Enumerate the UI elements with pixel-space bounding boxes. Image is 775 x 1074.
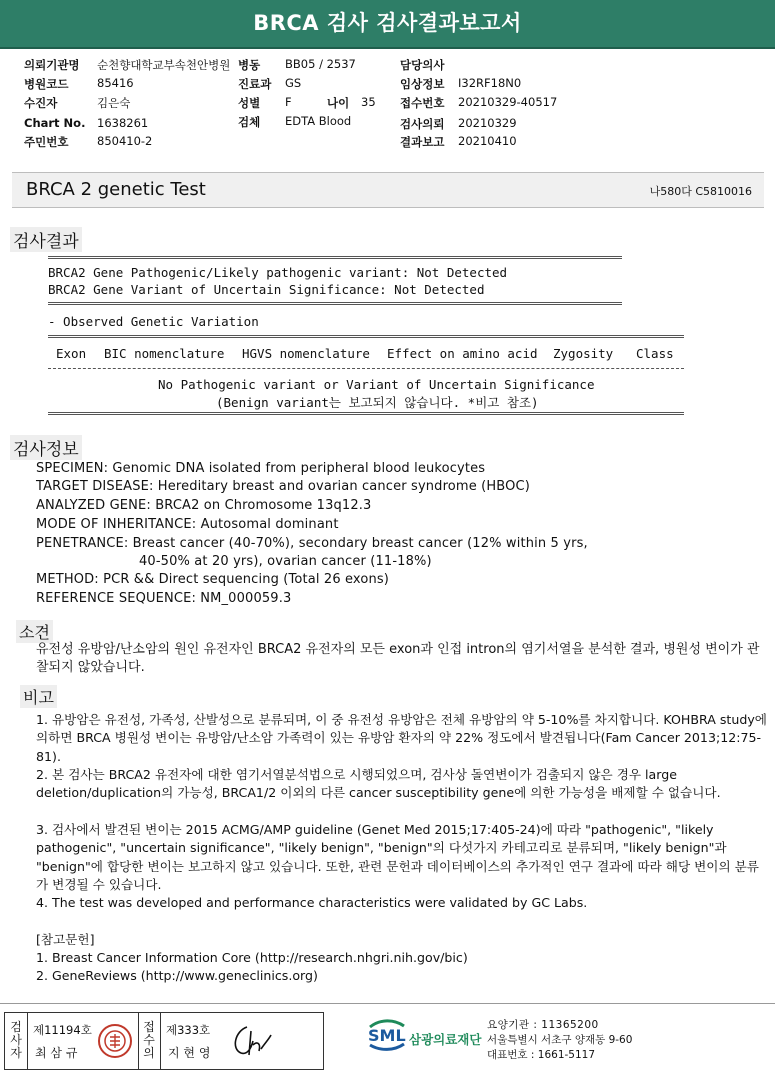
examinee-label: 수진자 (24, 96, 58, 110)
clinical-info-value: I32RF18N0 (458, 76, 522, 90)
resident-no-label: 주민번호 (24, 135, 69, 149)
vus-result: BRCA2 Gene Variant of Uncertain Significance: Not Detected (48, 282, 485, 297)
examiner-label: 검사자 (10, 1020, 22, 1060)
approver-license: 제333호 (166, 1023, 211, 1037)
examiner-name: 최 삼 규 (35, 1046, 78, 1060)
info-method: METHOD: PCR && Direct sequencing (Total 26 exons) (36, 572, 390, 587)
chart-value: 1638261 (97, 116, 149, 130)
hospital-code-label: 병원코드 (24, 77, 69, 91)
report-date-value: 20210410 (458, 134, 517, 148)
institution-value: 순천향대학교부속천안병원 (97, 58, 231, 72)
request-date-label: 검사의뢰 (400, 117, 445, 131)
specimen-value: EDTA Blood (285, 114, 352, 128)
col-zygosity: Zygosity (553, 346, 614, 361)
test-info-heading: 검사정보 (10, 435, 82, 460)
test-code: 나580다 C5810016 (649, 185, 752, 198)
benign-note-line: (Benign variant는 보고되지 않습니다. *비고 참조) (216, 395, 539, 410)
sml-logo-text: SML (368, 1026, 406, 1045)
ref-2: 2. GeneReviews (http://www.geneclinics.org) (36, 968, 318, 983)
refs-heading: [참고문헌] (36, 932, 95, 947)
col-exon: Exon (56, 346, 87, 361)
institution-code: 요양기관 : 11365200 (487, 1019, 599, 1031)
finding-heading: 소견 (16, 620, 53, 643)
finding-text: 유전성 유방암/난소암의 원인 유전자인 BRCA2 유전자의 모든 exon과 인접 intron의 염기서열을 분석한 결과, 병원성 변이가 관찰되지 않았습니다. (36, 642, 760, 676)
divider (48, 412, 684, 415)
divider (48, 302, 622, 305)
age-label: 나이 (327, 96, 350, 110)
seal-stamp-icon (97, 1023, 133, 1059)
divider (48, 335, 684, 338)
remark-2: 2. 본 검사는 BRCA2 유전자에 대한 염기서열분석법으로 시행되었으며, 검사상 돌연변이가 검출되지 않은 경우 large deletion/duplication의 가능성, BRCA1/2 이외의 다른 cancer susceptibility gene에 의한 가능성을 배제할 수 없습니다. (36, 767, 721, 801)
col-class: Class (636, 346, 674, 361)
info-gene: ANALYZED GENE: BRCA2 on Chromosome 13q12.3 (36, 498, 372, 513)
foundation-name: 삼광의료재단 (409, 1032, 482, 1047)
lab-address: 서울특별시 서초구 양재동 9-60 (487, 1034, 633, 1046)
info-penetrance: PENETRANCE: Breast cancer (40-70%), secondary breast cancer (12% within 5 yrs, (36, 536, 588, 551)
remark-1: 1. 유방암은 유전성, 가족성, 산발성으로 분류되며, 이 중 유전성 유방암은 전체 유방암의 약 5-10%를 차지합니다. KOHBRA study에 의하면 BRCA 병원성 변이는 유방암/난소암 가족력이 있는 유방암 환자의 약 22% 정도에서 발견됩니다(Fam Cancer 2013;12:75-81). (36, 712, 767, 764)
test-title-box (12, 172, 764, 208)
doctor-label: 담당의사 (400, 58, 445, 72)
hospital-code-value: 85416 (97, 76, 134, 90)
col-effect: Effect on amino acid (387, 346, 538, 361)
info-disease: TARGET DISEASE: Hereditary breast and ovarian cancer syndrome (HBOC) (36, 479, 530, 494)
info-penetrance-cont: 40-50% at 20 yrs), ovarian cancer (11-18%) (139, 554, 432, 569)
remark-4: 4. The test was developed and performance characteristics were validated by GC Labs. (36, 895, 588, 910)
footer (0, 1003, 775, 1074)
lab-phone: 대표번호 : 1661-5117 (487, 1049, 596, 1061)
divider (48, 256, 622, 259)
resident-no-value: 850410-2 (97, 134, 153, 148)
results-heading: 검사결과 (10, 227, 82, 252)
test-title: BRCA 2 genetic Test (26, 179, 206, 200)
report-date-label: 결과보고 (400, 135, 445, 149)
sex-label: 성별 (238, 96, 261, 110)
divider (48, 368, 684, 369)
col-hgvs: HGVS nomenclature (242, 346, 370, 361)
request-date-value: 20210329 (458, 116, 517, 130)
clinical-info-label: 임상정보 (400, 77, 445, 91)
ward-value: BB05 / 2537 (285, 57, 356, 71)
specimen-label: 검체 (238, 115, 261, 129)
info-inheritance: MODE OF INHERITANCE: Autosomal dominant (36, 517, 339, 532)
pathogenic-result: BRCA2 Gene Pathogenic/Likely pathogenic variant: Not Detected (48, 265, 508, 280)
approver-label: 접수의 (143, 1020, 155, 1060)
ward-label: 병동 (238, 58, 261, 72)
chart-label: Chart No. (24, 116, 86, 130)
receipt-no-value: 20210329-40517 (458, 95, 558, 109)
age-value: 35 (361, 95, 376, 109)
info-specimen: SPECIMEN: Genomic DNA isolated from peripheral blood leukocytes (36, 461, 486, 476)
sex-value: F (285, 95, 292, 109)
examiner-license: 제11194호 (33, 1023, 92, 1037)
no-variant-line: No Pathogenic variant or Variant of Uncertain Significance (158, 377, 595, 392)
remarks-heading: 비고 (20, 685, 57, 708)
col-bic: BIC nomenclature (104, 346, 225, 361)
signature-icon (227, 1021, 275, 1061)
examinee-value: 김은숙 (97, 96, 131, 110)
observed-variation-label: - Observed Genetic Variation (48, 314, 259, 329)
ref-1: 1. Breast Cancer Information Core (http://research.nhgri.nih.gov/bic) (36, 950, 468, 965)
info-reference: REFERENCE SEQUENCE: NM_000059.3 (36, 591, 292, 606)
institution-label: 의뢰기관명 (24, 58, 80, 72)
signature-box (4, 1012, 324, 1070)
remark-3: 3. 검사에서 발견된 변이는 2015 ACMG/AMP guideline (Genet Med 2015;17:405-24)에 따라 "pathogenic", "likely pathogenic", "uncertain significance", "likely benign", "benign"의 다섯가지 카테고리로 분류되며, "likely benign"과 "benign"에 합당한 변이는 보고하지 않고 있습니다. 또한, 관련 문헌과 데이터베이스의 추가적인 연구 결과에 따라 해당 변이의 분류가 변경될 수 있습니다. (36, 822, 759, 892)
receipt-no-label: 접수번호 (400, 96, 445, 110)
approver-name: 지 현 영 (168, 1046, 211, 1060)
department-value: GS (285, 76, 302, 90)
department-label: 진료과 (238, 77, 272, 91)
report-title: BRCA 검사 검사결과보고서 (0, 0, 775, 47)
header-divider (0, 47, 775, 49)
